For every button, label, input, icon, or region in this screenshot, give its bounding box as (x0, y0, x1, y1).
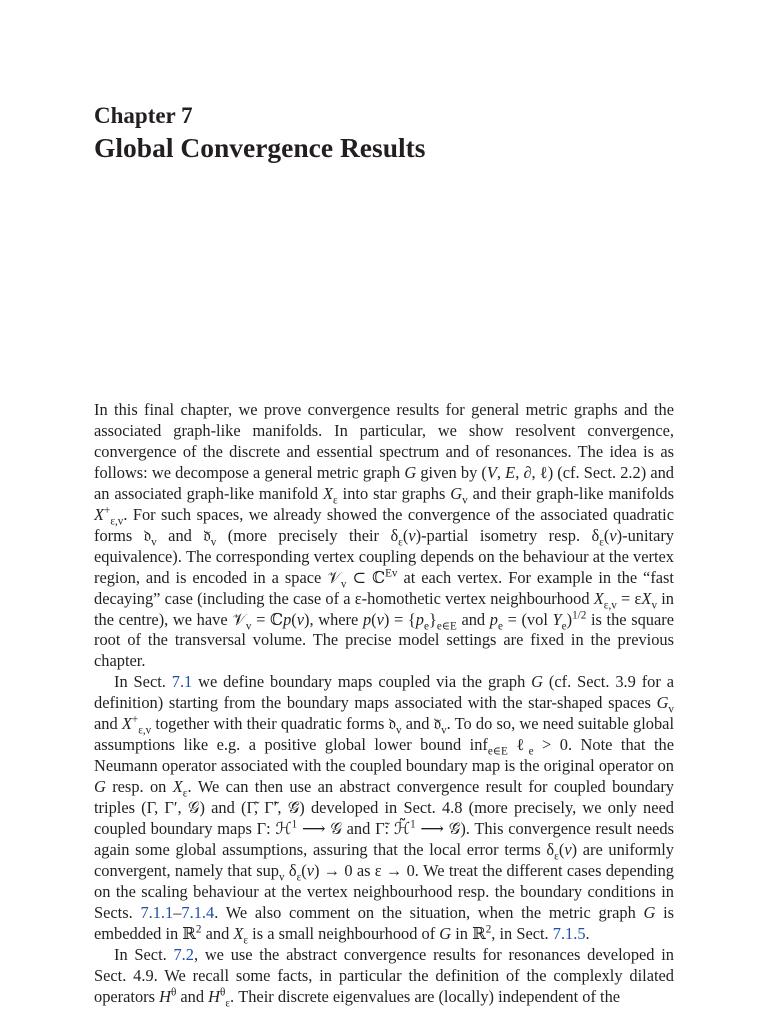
text-run: , (496, 462, 506, 482)
text-run: . We also comment on the situation, when the metric graph (214, 902, 644, 922)
text-run: into star graphs (337, 483, 451, 503)
text-run: X (593, 588, 604, 608)
text-run: In Sect. (114, 672, 172, 692)
subscript: ε,v (138, 724, 152, 737)
text-run: is the square root of the transversal volume. The precise model settings are fixed in the previous chapter. (94, 609, 675, 671)
text-run: , ∂, ℓ) (cf. Sect. 2.2) and an associated graph-like manifold (94, 462, 674, 503)
subscript: v (340, 577, 347, 590)
text-run: ( (558, 840, 565, 860)
superscript: 2 (485, 923, 492, 936)
text-run: X (323, 483, 334, 503)
text-run: ( (603, 525, 610, 545)
subscript: v (279, 871, 285, 884)
text-run: X (94, 504, 105, 524)
text-run: v (408, 525, 416, 545)
text-run: v (306, 860, 315, 880)
section-link[interactable]: 7.1.1 (140, 902, 174, 922)
text-run: X (233, 923, 244, 943)
text-run: . To do so, we need suitable global assumptions like e.g. a positive global lower bound inf (94, 714, 674, 755)
superscript: Ev (385, 567, 398, 580)
text-run: . Their discrete eigenvalues are (locally) independent of the (230, 986, 621, 1006)
subscript: e (497, 619, 503, 632)
subscript: ε,v (110, 515, 124, 528)
text-run: G (531, 672, 544, 692)
text-run: δ (284, 860, 297, 880)
text-run: is a small neighbourhood of (248, 923, 440, 943)
text-run: , in Sect. (491, 923, 553, 943)
text-run: ⊂ ℂ (346, 567, 386, 587)
subscript: v (441, 724, 447, 737)
text-run: . (585, 923, 590, 943)
subscript: e (528, 745, 534, 758)
chapter-body (94, 400, 674, 1008)
text-run: and (201, 923, 234, 943)
text-run: v (564, 840, 572, 860)
text-run: resp. on (105, 777, 173, 797)
subscript: ε (243, 934, 249, 947)
text-run: = ε (616, 588, 642, 608)
section-link[interactable]: 7.1.4 (181, 902, 215, 922)
text-run: E (505, 462, 516, 482)
subscript: v (668, 703, 674, 716)
text-run: ) (566, 609, 573, 629)
text-run: p (283, 609, 292, 629)
text-run: X (641, 588, 652, 608)
subscript: ε (333, 494, 338, 507)
subscript: ε (398, 536, 403, 548)
subscript: ε (296, 871, 302, 884)
text-run: = (vol (502, 609, 553, 629)
text-run: and (456, 609, 490, 629)
text-run: G (643, 902, 656, 922)
text-run: In Sect. (114, 944, 174, 964)
section-link[interactable]: 7.2 (173, 944, 194, 964)
text-run: p (415, 609, 424, 629)
text-run: ( (301, 860, 307, 880)
text-run: v (296, 609, 305, 629)
subscript: e (423, 619, 429, 632)
text-run: and their graph-like manifolds (467, 483, 674, 503)
subscript: v (245, 619, 252, 632)
subscript: ε (599, 536, 604, 548)
text-run: ℓ (507, 735, 529, 755)
text-run: (cf. Sect. 3.9 for a definition) starting from the boundary maps associated with the star-shaped spaces (94, 672, 674, 713)
text-run: and (94, 714, 122, 734)
text-run: )-unitary equivalence). The corresponding vertex coupling depends on the behaviour at the vertex region, and is encoded in a space 𝒱 (94, 525, 674, 587)
text-run: ⟶ 𝒢 and Γ̃: ℋ̃ (297, 819, 411, 839)
subscript: v (651, 598, 658, 611)
text-run: at each vertex. For example in the “fast decaying” case (including the case of a ε-homothetic vertex neighbourhood (94, 567, 674, 608)
superscript: 1/2 (572, 609, 587, 622)
paragraph-3 (94, 945, 674, 1008)
text-run: and 𝔡̃ (156, 525, 211, 545)
text-run: X (121, 714, 132, 734)
subscript: e∈E (487, 745, 508, 758)
superscript: 1 (291, 818, 298, 831)
text-run: (more precisely their δ (216, 525, 399, 545)
text-run: v (609, 525, 617, 545)
text-run: given by ( (416, 462, 487, 482)
text-run: and 𝔡̃ (401, 714, 442, 734)
text-run: ( (402, 525, 409, 545)
text-run: ( (291, 609, 297, 629)
subscript: ε (182, 787, 188, 800)
text-run: p (489, 609, 498, 629)
subscript: v (151, 536, 157, 548)
section-link[interactable]: 7.1.5 (552, 923, 586, 943)
text-run: . For such spaces, we already showed the convergence of the associated quadratic forms 𝔡 (94, 504, 674, 545)
text-run: is embedded in ℝ (94, 902, 675, 943)
text-run: G (439, 923, 452, 943)
subscript: v (210, 536, 217, 548)
text-run: V (486, 462, 497, 482)
subscript: e (561, 619, 567, 632)
chapter-label: Chapter 7 (94, 103, 193, 128)
text-run: G (94, 777, 106, 797)
text-run: = ℂ (251, 609, 284, 629)
text-run: p (362, 609, 372, 629)
text-run: together with their quadratic forms 𝔡 (151, 714, 396, 734)
text-run: we define boundary maps coupled via the graph (192, 672, 532, 692)
paragraph-1 (94, 400, 674, 672)
superscript: 2 (195, 923, 202, 936)
text-run: ) → 0 as ε → 0. We treat the different cases depending on the scaling behaviour at the vertex neighbourhood resp. the boundary conditions in Sects. (94, 860, 674, 922)
text-run: . We can then use an abstract convergence result for coupled boundary triples (Γ, Γ′, 𝒢) and (Γ̃, Γ̃′, 𝒢̃) developed in Sect. 4.8 (more precisely, we only need coupled boundary maps Γ: ℋ (94, 777, 675, 839)
subscript: v (395, 724, 402, 737)
superscript: + (131, 713, 139, 726)
text-run: ( (371, 609, 377, 629)
paragraph-2 (94, 672, 675, 947)
text-run: ) are uniformly convergent, namely that sup (94, 840, 674, 880)
text-run: and (176, 986, 209, 1006)
text-run: in ℝ (451, 923, 486, 943)
text-run: G (450, 483, 463, 503)
superscript: 1 (410, 818, 416, 831)
text-run: v (376, 609, 384, 629)
text-run: } (428, 609, 437, 629)
text-run: H (159, 986, 171, 1006)
text-run: H (208, 986, 220, 1006)
chapter-title: Global Convergence Results (94, 132, 426, 163)
subscript: ε,v (603, 598, 617, 611)
text-run: in the centre), we have 𝒱 (94, 588, 674, 629)
text-run: – (173, 902, 182, 922)
text-run: In this final chapter, we prove convergence results for general metric graphs and the associated graph-like manifolds. In particular, we show resolvent convergence, convergence of the discrete and essential spectrum and of resonances. The idea is as follows: we decompose a general metric graph (94, 400, 674, 482)
text-run: X (172, 777, 183, 797)
text-run: ⟶ 𝒢̃). This convergence result needs again some global assumptions, assuring that the local error terms δ (94, 819, 674, 860)
superscript: θ (220, 986, 226, 999)
text-run: ), where (304, 609, 363, 629)
superscript: + (104, 504, 111, 517)
text-run: ) = { (383, 609, 416, 629)
text-run: G (404, 462, 417, 482)
text-run: , we use the abstract convergence results for resonances developed in Sect. 4.9. We recall some facts, in particular the definition of the complexly dilated operators (94, 944, 674, 1006)
text-run: > 0. Note that the Neumann operator associated with the coupled boundary map is the original operator on (94, 735, 674, 776)
superscript: θ (170, 986, 177, 999)
text-run: G (656, 693, 669, 713)
subscript: ε (554, 850, 559, 863)
text-run: Y (552, 609, 562, 629)
section-link[interactable]: 7.1 (171, 672, 193, 692)
text-run: )-partial isometry resp. δ (415, 525, 600, 545)
subscript: ε (225, 996, 231, 1009)
subscript: e∈E (436, 619, 457, 632)
subscript: v (462, 494, 468, 507)
